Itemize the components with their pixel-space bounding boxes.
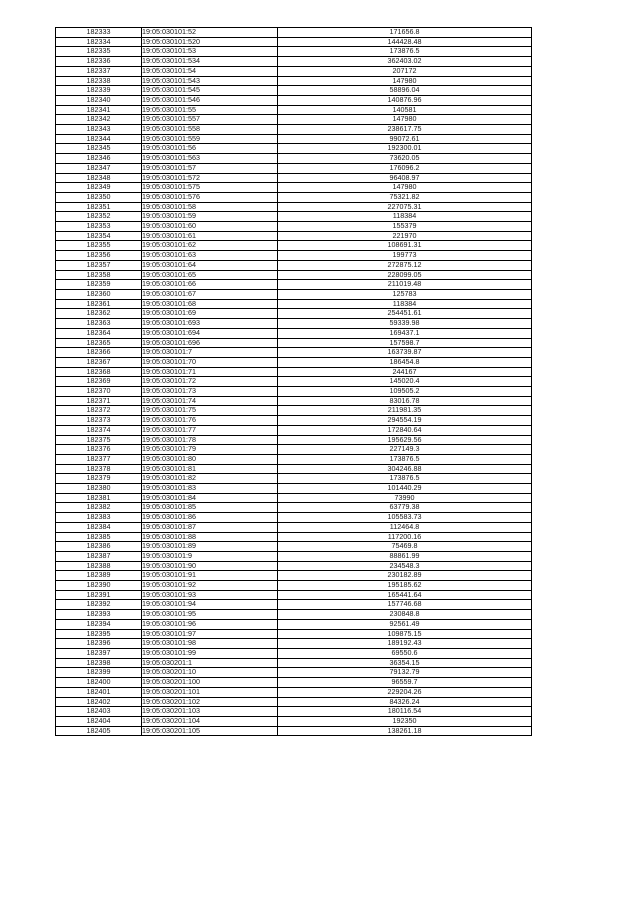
value-cell: 96559.7	[278, 678, 532, 688]
table-row	[56, 37, 532, 47]
value-cell: 144428.48	[278, 37, 532, 47]
value-cell: 244167	[278, 367, 532, 377]
table-row	[56, 299, 532, 309]
value-cell: 84326.24	[278, 697, 532, 707]
row-number-cell: 182344	[56, 134, 142, 144]
row-number-cell: 182394	[56, 619, 142, 629]
row-number-cell: 182389	[56, 571, 142, 581]
row-number-cell: 182385	[56, 532, 142, 542]
table-row	[56, 610, 532, 620]
table-row	[56, 86, 532, 96]
row-number-cell: 182373	[56, 416, 142, 426]
cadastral-number-cell: 19:05:030101:558	[142, 125, 278, 135]
cadastral-number-cell: 19:05:030101:572	[142, 173, 278, 183]
row-number-cell: 182370	[56, 387, 142, 397]
cadastral-number-cell: 19:05:030101:60	[142, 222, 278, 232]
cadastral-number-cell: 19:05:030101:82	[142, 474, 278, 484]
value-cell: 163739.87	[278, 348, 532, 358]
row-number-cell: 182390	[56, 581, 142, 591]
row-number-cell: 182337	[56, 66, 142, 76]
value-cell: 230848.8	[278, 610, 532, 620]
value-cell: 108691.31	[278, 241, 532, 251]
table-row	[56, 338, 532, 348]
value-cell: 109505.2	[278, 387, 532, 397]
row-number-cell: 182388	[56, 561, 142, 571]
table-row	[56, 551, 532, 561]
cadastral-number-cell: 19:05:030101:557	[142, 115, 278, 125]
row-number-cell: 182346	[56, 154, 142, 164]
cadastral-number-cell: 19:05:030201:103	[142, 707, 278, 717]
row-number-cell: 182355	[56, 241, 142, 251]
cadastral-number-cell: 19:05:030101:73	[142, 387, 278, 397]
value-cell: 221970	[278, 231, 532, 241]
cadastral-number-cell: 19:05:030101:55	[142, 105, 278, 115]
cadastral-number-cell: 19:05:030101:83	[142, 484, 278, 494]
table-row	[56, 484, 532, 494]
row-number-cell: 182347	[56, 163, 142, 173]
cadastral-number-cell: 19:05:030201:104	[142, 716, 278, 726]
row-number-cell: 182375	[56, 435, 142, 445]
cadastral-number-cell: 19:05:030101:694	[142, 328, 278, 338]
table-row	[56, 357, 532, 367]
row-number-cell: 182336	[56, 57, 142, 67]
value-cell: 112464.8	[278, 522, 532, 532]
value-cell: 58896.04	[278, 86, 532, 96]
cadastral-number-cell: 19:05:030101:77	[142, 425, 278, 435]
row-number-cell: 182379	[56, 474, 142, 484]
table-row	[56, 387, 532, 397]
value-cell: 138261.18	[278, 726, 532, 736]
cadastral-number-cell: 19:05:030101:7	[142, 348, 278, 358]
value-cell: 140581	[278, 105, 532, 115]
row-number-cell: 182348	[56, 173, 142, 183]
cadastral-number-cell: 19:05:030101:71	[142, 367, 278, 377]
value-cell: 83016.78	[278, 396, 532, 406]
value-cell: 140876.96	[278, 95, 532, 105]
value-cell: 173876.5	[278, 454, 532, 464]
table-row	[56, 270, 532, 280]
table-row	[56, 367, 532, 377]
table-row	[56, 231, 532, 241]
table-row	[56, 406, 532, 416]
table-row	[56, 619, 532, 629]
cadastral-number-cell: 19:05:030101:520	[142, 37, 278, 47]
cadastral-number-cell: 19:05:030101:96	[142, 619, 278, 629]
table-row	[56, 154, 532, 164]
cadastral-number-cell: 19:05:030101:78	[142, 435, 278, 445]
table-row	[56, 416, 532, 426]
row-number-cell: 182391	[56, 590, 142, 600]
value-cell: 157598.7	[278, 338, 532, 348]
cadastral-number-cell: 19:05:030101:59	[142, 212, 278, 222]
cadastral-number-cell: 19:05:030101:57	[142, 163, 278, 173]
cadastral-number-cell: 19:05:030101:94	[142, 600, 278, 610]
cadastral-number-cell: 19:05:030101:88	[142, 532, 278, 542]
table-row	[56, 125, 532, 135]
value-cell: 101440.29	[278, 484, 532, 494]
row-number-cell: 182338	[56, 76, 142, 86]
table-row	[56, 503, 532, 513]
cadastral-number-cell: 19:05:030101:9	[142, 551, 278, 561]
row-number-cell: 182359	[56, 280, 142, 290]
cadastral-number-cell: 19:05:030101:90	[142, 561, 278, 571]
cadastral-number-cell: 19:05:030101:87	[142, 522, 278, 532]
value-cell: 118384	[278, 299, 532, 309]
value-cell: 211019.48	[278, 280, 532, 290]
value-cell: 169437.1	[278, 328, 532, 338]
value-cell: 173876.5	[278, 474, 532, 484]
cadastral-number-cell: 19:05:030101:693	[142, 319, 278, 329]
cadastral-number-cell: 19:05:030101:546	[142, 95, 278, 105]
table-row	[56, 222, 532, 232]
cadastral-number-cell: 19:05:030101:70	[142, 357, 278, 367]
value-cell: 36354.15	[278, 658, 532, 668]
cadastral-number-cell: 19:05:030101:81	[142, 464, 278, 474]
table-row	[56, 66, 532, 76]
value-cell: 147980	[278, 183, 532, 193]
row-number-cell: 182351	[56, 202, 142, 212]
cadastral-number-cell: 19:05:030101:91	[142, 571, 278, 581]
table-row	[56, 678, 532, 688]
value-cell: 157746.68	[278, 600, 532, 610]
value-cell: 227149.3	[278, 445, 532, 455]
table-row	[56, 192, 532, 202]
table-row	[56, 319, 532, 329]
cadastral-number-cell: 19:05:030101:99	[142, 649, 278, 659]
cadastral-number-cell: 19:05:030101:80	[142, 454, 278, 464]
value-cell: 195185.62	[278, 581, 532, 591]
cadastral-number-cell: 19:05:030101:63	[142, 251, 278, 261]
value-cell: 234548.3	[278, 561, 532, 571]
cadastral-number-cell: 19:05:030101:559	[142, 134, 278, 144]
value-cell: 254451.61	[278, 309, 532, 319]
cadastral-number-cell: 19:05:030101:545	[142, 86, 278, 96]
table-row	[56, 163, 532, 173]
row-number-cell: 182392	[56, 600, 142, 610]
value-cell: 230182.89	[278, 571, 532, 581]
row-number-cell: 182402	[56, 697, 142, 707]
row-number-cell: 182361	[56, 299, 142, 309]
row-number-cell: 182343	[56, 125, 142, 135]
table-row	[56, 212, 532, 222]
table-row	[56, 474, 532, 484]
table-row	[56, 309, 532, 319]
row-number-cell: 182403	[56, 707, 142, 717]
row-number-cell: 182353	[56, 222, 142, 232]
row-number-cell: 182367	[56, 357, 142, 367]
value-cell: 69550.6	[278, 649, 532, 659]
table-row	[56, 454, 532, 464]
cadastral-number-cell: 19:05:030101:79	[142, 445, 278, 455]
value-cell: 238617.75	[278, 125, 532, 135]
row-number-cell: 182387	[56, 551, 142, 561]
table-row	[56, 76, 532, 86]
value-cell: 165441.64	[278, 590, 532, 600]
value-cell: 228099.05	[278, 270, 532, 280]
cadastral-number-cell: 19:05:030201:10	[142, 668, 278, 678]
value-cell: 171656.8	[278, 28, 532, 38]
value-cell: 73620.05	[278, 154, 532, 164]
cadastral-number-cell: 19:05:030101:62	[142, 241, 278, 251]
value-cell: 192350	[278, 716, 532, 726]
table-row	[56, 328, 532, 338]
row-number-cell: 182360	[56, 289, 142, 299]
row-number-cell: 182356	[56, 251, 142, 261]
value-cell: 147980	[278, 115, 532, 125]
table-row	[56, 241, 532, 251]
value-cell: 172840.64	[278, 425, 532, 435]
row-number-cell: 182342	[56, 115, 142, 125]
table-row	[56, 435, 532, 445]
row-number-cell: 182393	[56, 610, 142, 620]
row-number-cell: 182333	[56, 28, 142, 38]
table-row	[56, 561, 532, 571]
table-row	[56, 707, 532, 717]
table-row	[56, 348, 532, 358]
value-cell: 75469.8	[278, 542, 532, 552]
value-cell: 211981.35	[278, 406, 532, 416]
value-cell: 272875.12	[278, 260, 532, 270]
cadastral-number-cell: 19:05:030101:54	[142, 66, 278, 76]
cadastral-number-cell: 19:05:030101:68	[142, 299, 278, 309]
row-number-cell: 182340	[56, 95, 142, 105]
cadastral-number-cell: 19:05:030101:66	[142, 280, 278, 290]
table-row	[56, 144, 532, 154]
table-row	[56, 28, 532, 38]
table-row	[56, 542, 532, 552]
value-cell: 105583.73	[278, 513, 532, 523]
value-cell: 304246.88	[278, 464, 532, 474]
row-number-cell: 182335	[56, 47, 142, 57]
row-number-cell: 182368	[56, 367, 142, 377]
table-row	[56, 687, 532, 697]
value-cell: 125783	[278, 289, 532, 299]
row-number-cell: 182380	[56, 484, 142, 494]
table-row	[56, 202, 532, 212]
value-cell: 75321.82	[278, 192, 532, 202]
row-number-cell: 182374	[56, 425, 142, 435]
cadastral-number-cell: 19:05:030101:534	[142, 57, 278, 67]
cadastral-number-cell: 19:05:030101:84	[142, 493, 278, 503]
value-cell: 59339.98	[278, 319, 532, 329]
cadastral-number-cell: 19:05:030201:102	[142, 697, 278, 707]
row-number-cell: 182400	[56, 678, 142, 688]
value-cell: 199773	[278, 251, 532, 261]
table-row	[56, 726, 532, 736]
table-row	[56, 425, 532, 435]
value-cell: 63779.38	[278, 503, 532, 513]
cadastral-number-cell: 19:05:030101:74	[142, 396, 278, 406]
table-row	[56, 493, 532, 503]
cadastral-number-cell: 19:05:030101:75	[142, 406, 278, 416]
table-row	[56, 445, 532, 455]
table-row	[56, 280, 532, 290]
value-cell: 186454.8	[278, 357, 532, 367]
value-cell: 192300.01	[278, 144, 532, 154]
cadastral-number-cell: 19:05:030101:563	[142, 154, 278, 164]
table-row	[56, 600, 532, 610]
data-table	[55, 27, 532, 736]
row-number-cell: 182383	[56, 513, 142, 523]
cadastral-number-cell: 19:05:030101:696	[142, 338, 278, 348]
row-number-cell: 182354	[56, 231, 142, 241]
table-row	[56, 581, 532, 591]
value-cell: 99072.61	[278, 134, 532, 144]
table-row	[56, 532, 532, 542]
table-row	[56, 716, 532, 726]
table-row	[56, 260, 532, 270]
cadastral-number-cell: 19:05:030101:92	[142, 581, 278, 591]
table-row	[56, 115, 532, 125]
cadastral-number-cell: 19:05:030101:56	[142, 144, 278, 154]
row-number-cell: 182357	[56, 260, 142, 270]
table-row	[56, 377, 532, 387]
value-cell: 227075.31	[278, 202, 532, 212]
cadastral-number-cell: 19:05:030101:53	[142, 47, 278, 57]
row-number-cell: 182362	[56, 309, 142, 319]
cadastral-number-cell: 19:05:030101:98	[142, 639, 278, 649]
value-cell: 195629.56	[278, 435, 532, 445]
row-number-cell: 182366	[56, 348, 142, 358]
table-row	[56, 464, 532, 474]
row-number-cell: 182399	[56, 668, 142, 678]
row-number-cell: 182378	[56, 464, 142, 474]
cadastral-number-cell: 19:05:030101:575	[142, 183, 278, 193]
table-row	[56, 105, 532, 115]
cadastral-number-cell: 19:05:030201:100	[142, 678, 278, 688]
cadastral-number-cell: 19:05:030101:52	[142, 28, 278, 38]
cadastral-number-cell: 19:05:030101:543	[142, 76, 278, 86]
value-cell: 118384	[278, 212, 532, 222]
row-number-cell: 182350	[56, 192, 142, 202]
table-row	[56, 658, 532, 668]
value-cell: 189192.43	[278, 639, 532, 649]
table-row	[56, 183, 532, 193]
value-cell: 180116.54	[278, 707, 532, 717]
row-number-cell: 182358	[56, 270, 142, 280]
row-number-cell: 182386	[56, 542, 142, 552]
table-row	[56, 668, 532, 678]
row-number-cell: 182371	[56, 396, 142, 406]
row-number-cell: 182334	[56, 37, 142, 47]
row-number-cell: 182339	[56, 86, 142, 96]
cadastral-number-cell: 19:05:030101:93	[142, 590, 278, 600]
value-cell: 145020.4	[278, 377, 532, 387]
value-cell: 79132.79	[278, 668, 532, 678]
row-number-cell: 182345	[56, 144, 142, 154]
row-number-cell: 182377	[56, 454, 142, 464]
cadastral-number-cell: 19:05:030101:64	[142, 260, 278, 270]
value-cell: 92561.49	[278, 619, 532, 629]
row-number-cell: 182372	[56, 406, 142, 416]
row-number-cell: 182381	[56, 493, 142, 503]
value-cell: 207172	[278, 66, 532, 76]
table-row	[56, 639, 532, 649]
row-number-cell: 182363	[56, 319, 142, 329]
cadastral-number-cell: 19:05:030201:1	[142, 658, 278, 668]
cadastral-number-cell: 19:05:030101:89	[142, 542, 278, 552]
table-row	[56, 57, 532, 67]
cadastral-number-cell: 19:05:030101:61	[142, 231, 278, 241]
row-number-cell: 182365	[56, 338, 142, 348]
cadastral-number-cell: 19:05:030101:72	[142, 377, 278, 387]
row-number-cell: 182369	[56, 377, 142, 387]
table-row	[56, 95, 532, 105]
row-number-cell: 182405	[56, 726, 142, 736]
cadastral-number-cell: 19:05:030101:69	[142, 309, 278, 319]
row-number-cell: 182341	[56, 105, 142, 115]
table-row	[56, 590, 532, 600]
value-cell: 88861.99	[278, 551, 532, 561]
cadastral-number-cell: 19:05:030101:576	[142, 192, 278, 202]
cadastral-number-cell: 19:05:030101:95	[142, 610, 278, 620]
cadastral-number-cell: 19:05:030101:86	[142, 513, 278, 523]
table-row	[56, 251, 532, 261]
value-cell: 362403.02	[278, 57, 532, 67]
row-number-cell: 182395	[56, 629, 142, 639]
table-body	[56, 28, 532, 736]
table-row	[56, 47, 532, 57]
row-number-cell: 182382	[56, 503, 142, 513]
row-number-cell: 182349	[56, 183, 142, 193]
value-cell: 109875.15	[278, 629, 532, 639]
cadastral-number-cell: 19:05:030101:97	[142, 629, 278, 639]
row-number-cell: 182398	[56, 658, 142, 668]
row-number-cell: 182352	[56, 212, 142, 222]
table-row	[56, 522, 532, 532]
value-cell: 117200.16	[278, 532, 532, 542]
cadastral-number-cell: 19:05:030101:76	[142, 416, 278, 426]
table-row	[56, 134, 532, 144]
value-cell: 96408.97	[278, 173, 532, 183]
cadastral-number-cell: 19:05:030201:105	[142, 726, 278, 736]
table-row	[56, 571, 532, 581]
table-row	[56, 649, 532, 659]
row-number-cell: 182396	[56, 639, 142, 649]
cadastral-number-cell: 19:05:030101:67	[142, 289, 278, 299]
value-cell: 176096.2	[278, 163, 532, 173]
table-row	[56, 513, 532, 523]
value-cell: 294554.19	[278, 416, 532, 426]
cadastral-number-cell: 19:05:030101:58	[142, 202, 278, 212]
row-number-cell: 182364	[56, 328, 142, 338]
cadastral-number-cell: 19:05:030101:65	[142, 270, 278, 280]
table-row	[56, 697, 532, 707]
value-cell: 73990	[278, 493, 532, 503]
value-cell: 229204.26	[278, 687, 532, 697]
row-number-cell: 182376	[56, 445, 142, 455]
value-cell: 147980	[278, 76, 532, 86]
cadastral-number-cell: 19:05:030201:101	[142, 687, 278, 697]
value-cell: 173876.5	[278, 47, 532, 57]
row-number-cell: 182404	[56, 716, 142, 726]
value-cell: 155379	[278, 222, 532, 232]
cadastral-number-cell: 19:05:030101:85	[142, 503, 278, 513]
row-number-cell: 182384	[56, 522, 142, 532]
row-number-cell: 182401	[56, 687, 142, 697]
row-number-cell: 182397	[56, 649, 142, 659]
table-row	[56, 173, 532, 183]
table-row	[56, 289, 532, 299]
table-row	[56, 396, 532, 406]
table-row	[56, 629, 532, 639]
